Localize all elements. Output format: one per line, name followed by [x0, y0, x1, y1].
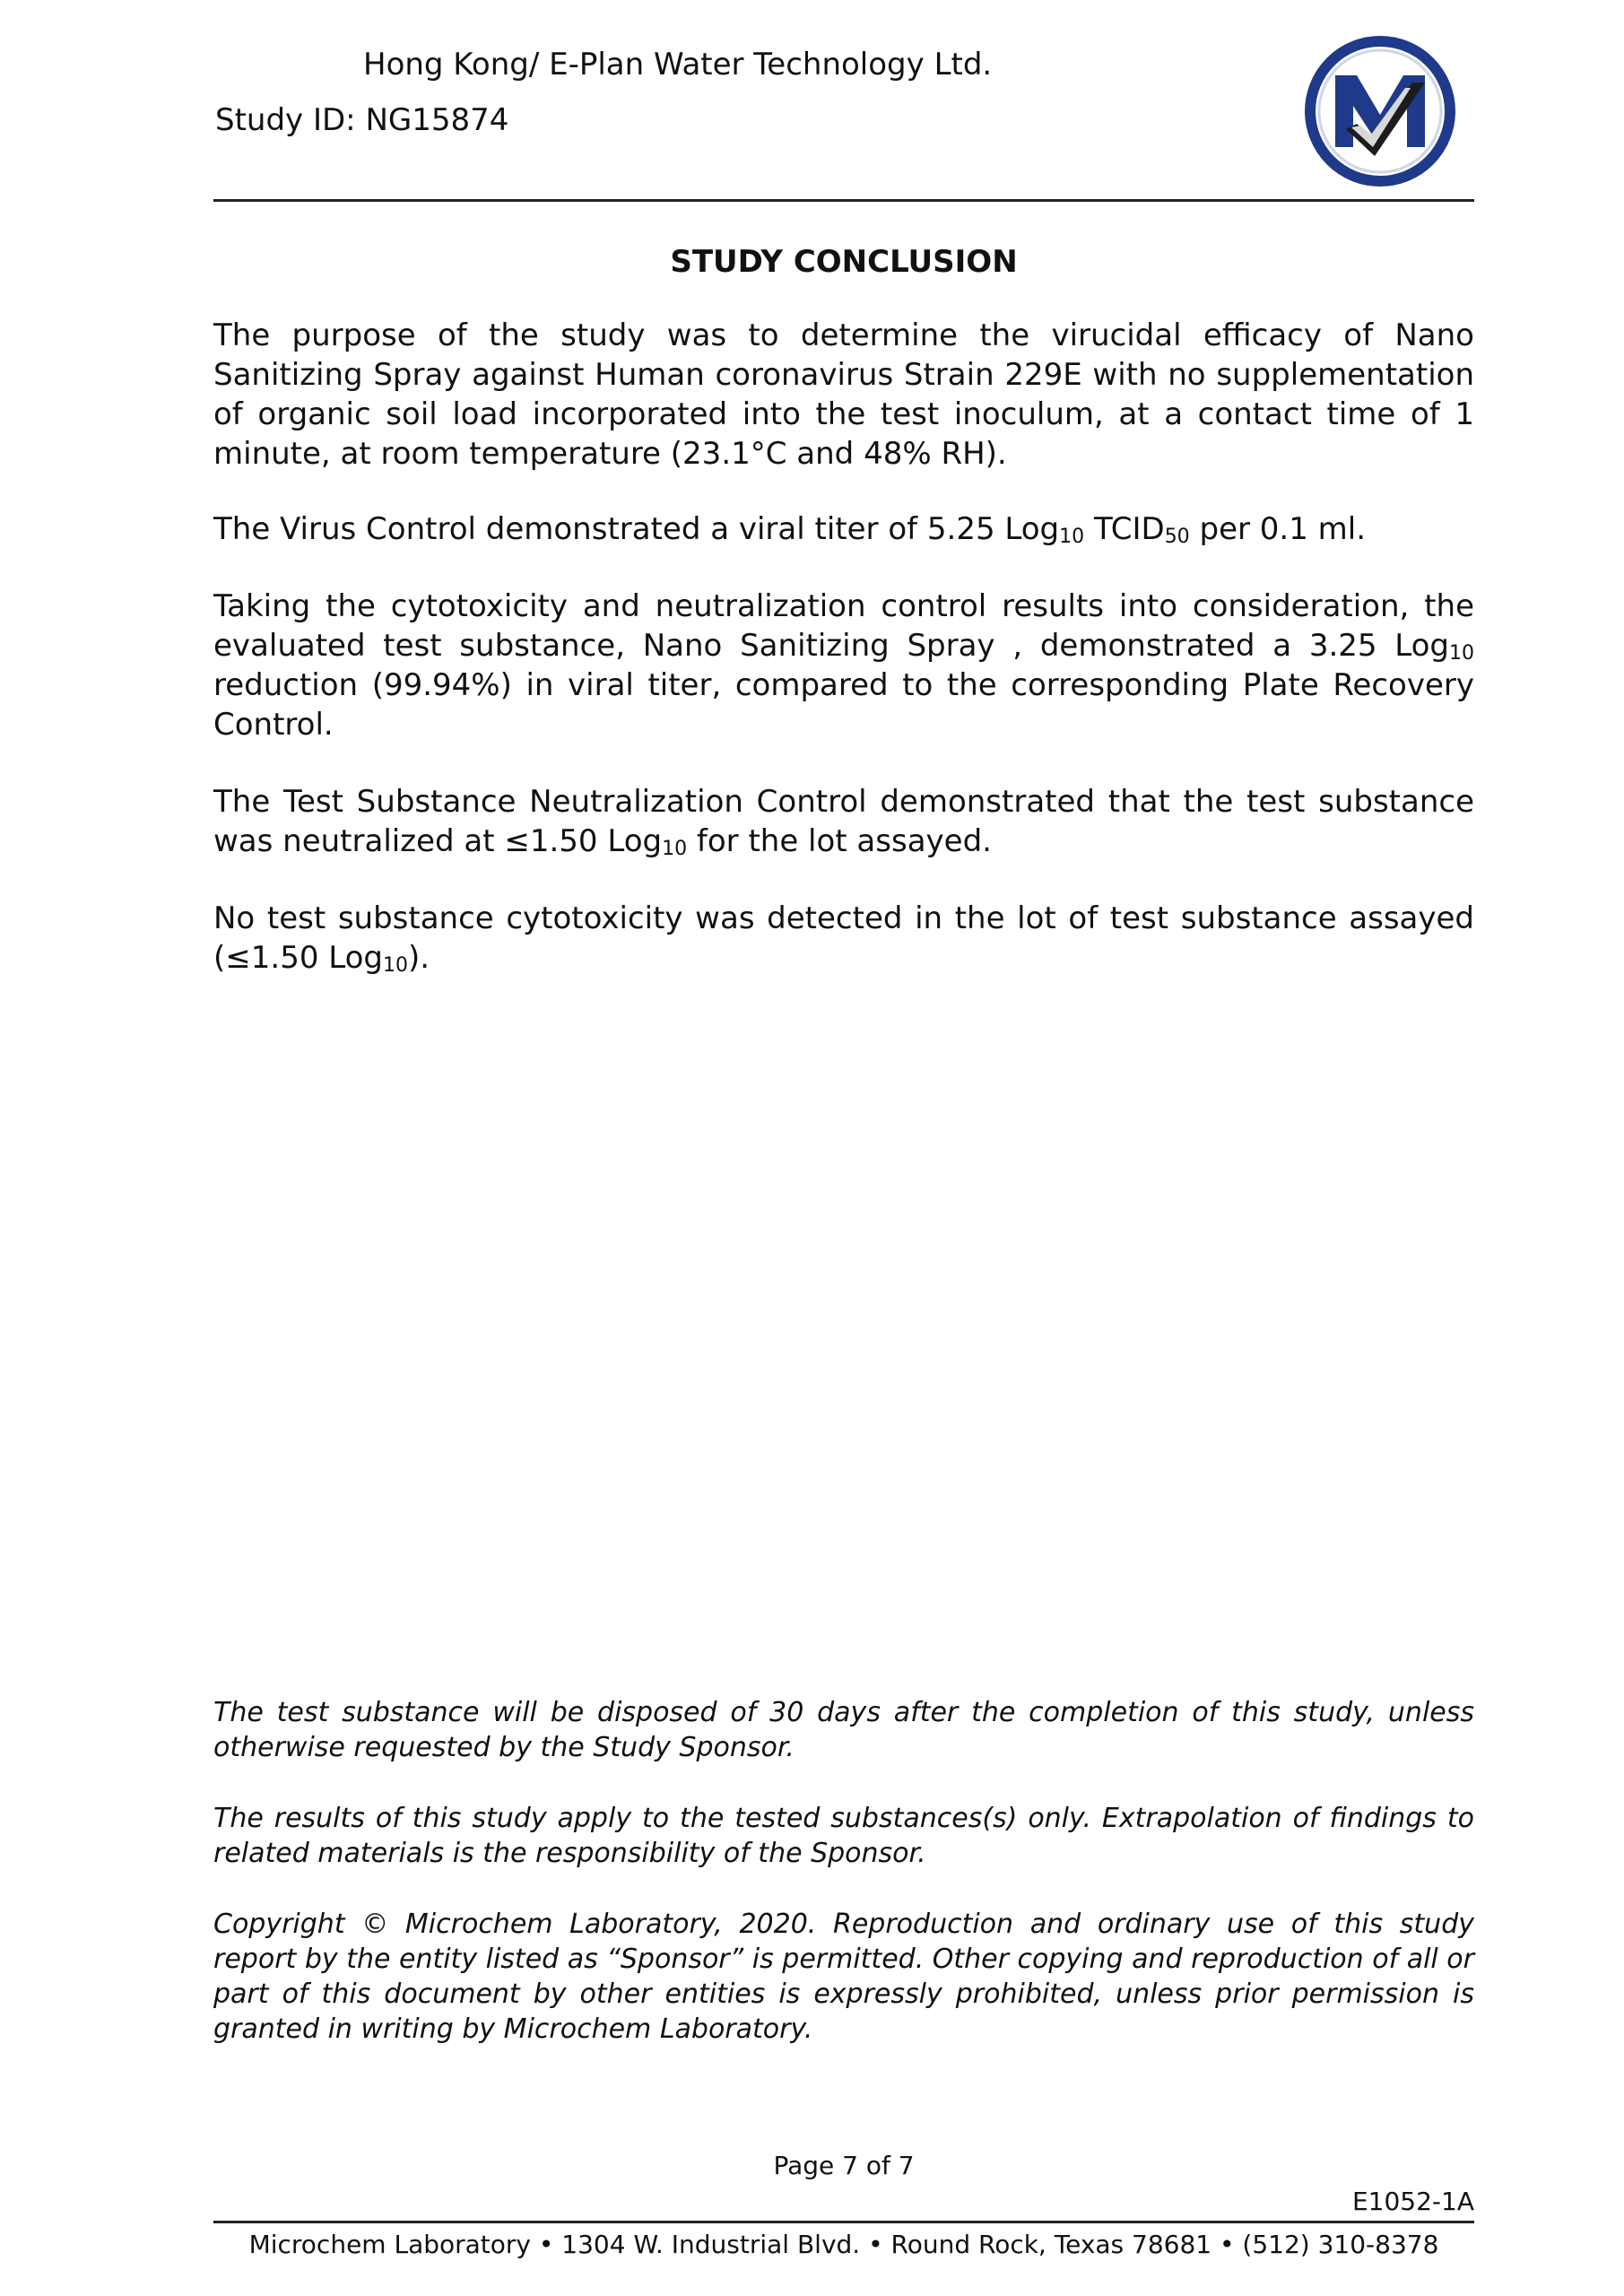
paragraph-virus-control	[213, 509, 1474, 549]
header-study-id: Study ID: NG15874	[215, 102, 509, 138]
text-run: Taking the cytotoxicity and neutralization control results into consideration, the evaluated test substance, Nano Sanitizing Spray , demonstrated a 3.25 Log	[213, 588, 1474, 664]
paragraph-neutralization	[213, 782, 1474, 861]
header-company: Hong Kong/ E-Plan Water Technology Ltd.	[363, 47, 993, 83]
page-number: Page 7 of 7	[773, 2151, 915, 2180]
text-run: The Virus Control demonstrated a viral titer of 5.25 Log	[213, 511, 1060, 547]
text-run: reduction (99.94%) in viral titer, compared to the corresponding Plate Recovery Control.	[213, 667, 1474, 743]
text-run: TCID	[1084, 511, 1165, 547]
microchem-logo-icon	[1305, 36, 1455, 187]
note-copyright: Copyright © Microchem Laboratory, 2020. Reproduction and ordinary use of this study report by the entity listed as “Sponsor” is permitted. Other copying and reproduction of all or part of this document by other entities is expressly prohibited, unless prior permission is granted in writing by Microchem Laboratory.	[213, 1909, 1474, 2045]
text-run: The Test Substance Neutralization Control demonstrated that the test substance was neutralized at ≤1.50 Log	[213, 784, 1474, 859]
header-divider	[213, 199, 1474, 202]
subscript: 10	[662, 838, 688, 860]
subscript: 50	[1164, 526, 1190, 548]
conclusion-body	[213, 316, 1474, 1015]
paragraph-purpose: The purpose of the study was to determine the virucidal efficacy of Nano Sanitizing Spray against Human coronavirus Strain 229E with no supplementation of organic soil load incorporated into the test inoculum, at a contact time of 1 minute, at room temperature (23.1°C and 48% RH).	[213, 317, 1474, 472]
document-code: E1052-1A	[1351, 2187, 1474, 2216]
text-run: per 0.1 ml.	[1189, 511, 1367, 547]
footer-divider	[213, 2221, 1474, 2223]
subscript: 10	[1059, 526, 1085, 548]
note-results-scope: The results of this study apply to the tested substances(s) only. Extrapolation of findings to related materials is the responsibility of the Sponsor.	[213, 1803, 1474, 1869]
text-run: No test substance cytotoxicity was detected in the lot of test substance assayed (≤1.50 Log	[213, 900, 1474, 976]
footer-address: Microchem Laboratory • 1304 W. Industrial Blvd. • Round Rock, Texas 78681 • (512) 310-8378	[248, 2230, 1439, 2259]
note-disposal: The test substance will be disposed of 30 days after the completion of this study, unless otherwise requested by the Study Sponsor.	[213, 1697, 1474, 1763]
subscript: 10	[1449, 642, 1474, 665]
section-title: STUDY CONCLUSION	[670, 244, 1018, 280]
text-run: ).	[408, 940, 430, 976]
paragraph-reduction	[213, 587, 1474, 744]
subscript: 10	[383, 954, 408, 977]
text-run: for the lot assayed.	[687, 823, 992, 859]
legal-notes	[213, 1695, 1474, 2083]
paragraph-cytotoxicity	[213, 899, 1474, 978]
